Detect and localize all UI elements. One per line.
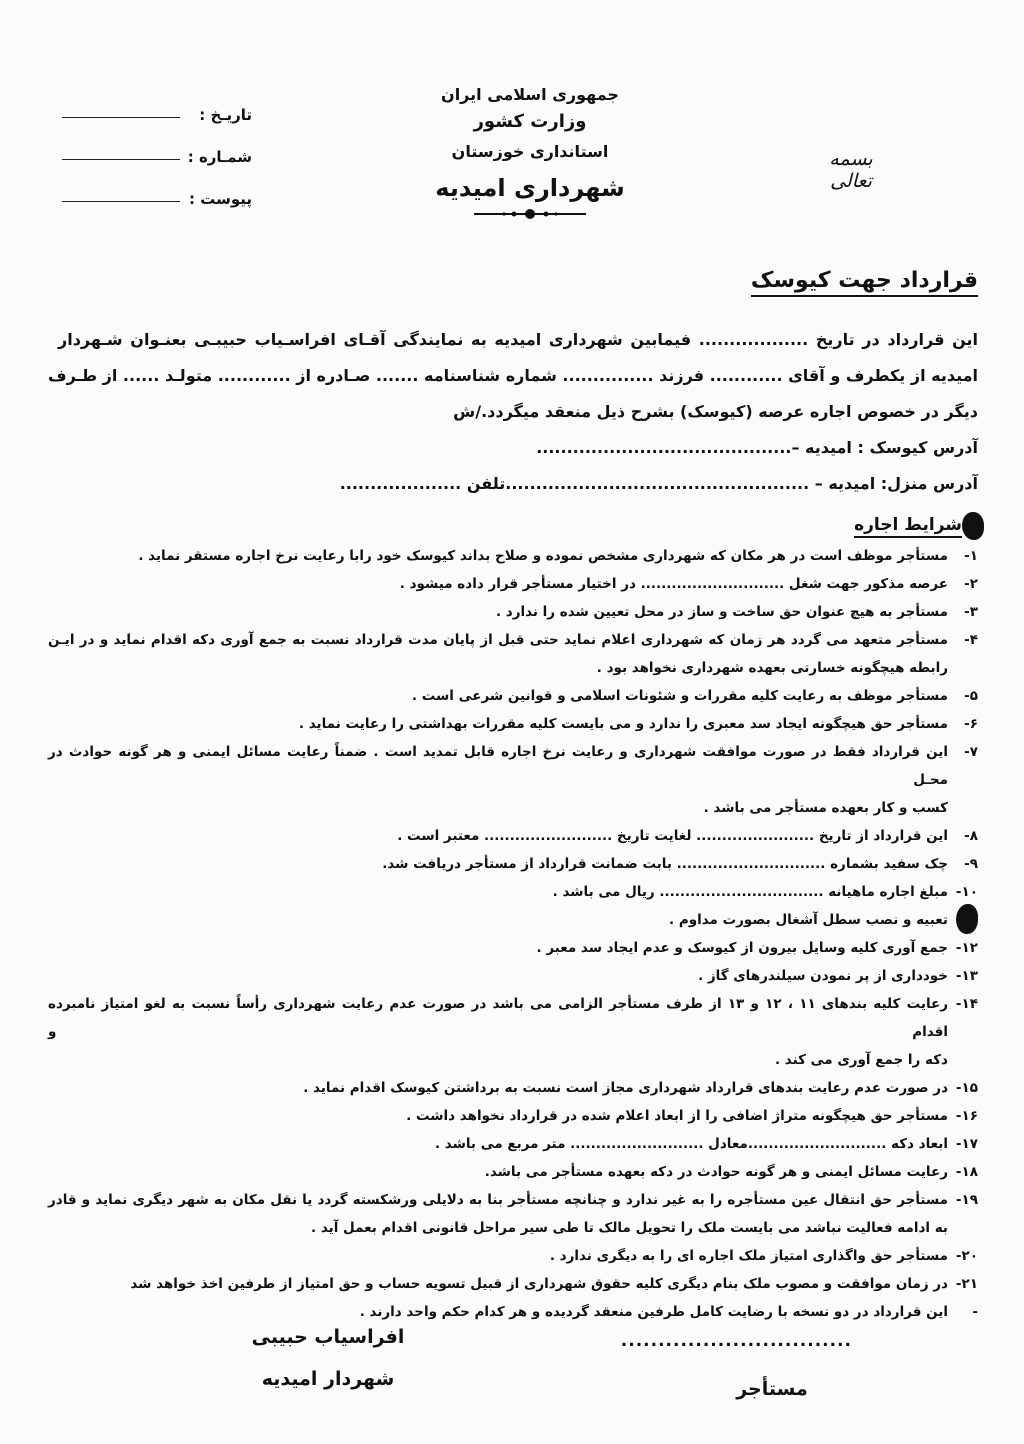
- clause-line: این قرارداد فقط در صورت موافقت شهرداری و رعایت نرخ اجاره قابل تمدید است . ضمناً رعایت مسائل ایمنی و هر گونه حوادث در محـل: [48, 744, 948, 788]
- contract-title: قرارداد جهت کیوسک: [751, 268, 978, 297]
- contract-intro: [48, 322, 978, 502]
- clause-number: ۱۵-: [955, 1080, 978, 1096]
- signatory-name: افراسیاب حبیبی: [251, 1326, 405, 1348]
- clause-item: [48, 1074, 978, 1102]
- clause-text: [48, 1270, 948, 1298]
- clause-number: ۴-: [964, 632, 978, 648]
- clause-text: [48, 1102, 948, 1130]
- clause-number: ۶-: [964, 716, 978, 732]
- clause-item: [48, 598, 978, 626]
- clause-number: ۱-: [964, 548, 978, 564]
- clause-item: [48, 962, 978, 990]
- clause-line: مستأجر موظف است در هر مکان که شهرداری مشخص نموده و صلاح بداند کیوسک خود رابا رعایت نرخ اجاره مستقر نماید .: [138, 548, 948, 564]
- clause-text: [48, 1130, 948, 1158]
- clause-number: -: [972, 1304, 978, 1320]
- clause-item: [48, 1186, 978, 1242]
- clause-item: [48, 1242, 978, 1270]
- clause-text: [48, 1242, 948, 1270]
- clause-text: [48, 1158, 948, 1186]
- clause-text: [48, 626, 948, 682]
- clause-number: ۲-: [964, 576, 978, 592]
- clause-line: مستأجر حق هیچگونه متراژ اضافی را از ابعاد اعلام شده در قرارداد نخواهد داشت .: [406, 1108, 948, 1124]
- clause-line: در صورت عدم رعایت بندهای قرارداد شهرداری مجاز است نسبت به برداشتن کیوسک اقدام نماید .: [303, 1080, 948, 1096]
- clause-line: مستأجر متعهد می گردد هر زمان که شهرداری اعلام نماید حتی قبل از پایان مدت قرارداد نسبت به جمع آوری دکه اقدام نماید و در ایـن: [48, 632, 948, 648]
- clause-text: [48, 822, 948, 850]
- clause-number: ۹-: [964, 856, 978, 872]
- clause-item: [48, 850, 978, 878]
- clause-item: [48, 542, 978, 570]
- clause-line: مستأجر به هیچ عنوان حق ساخت و ساز در محل تعیین شده را ندارد .: [495, 604, 948, 620]
- clause-item: [48, 738, 978, 822]
- clause-number: ۳-: [964, 604, 978, 620]
- letterhead: [400, 82, 660, 220]
- clause-number: ۱۶-: [955, 1108, 978, 1124]
- clause-number: ۱۸-: [955, 1164, 978, 1180]
- clause-line: ابعاد دکه ...........................معادل .......................... متر مربع می باشد .: [434, 1136, 948, 1152]
- meta-attachment-line: [62, 201, 180, 202]
- clause-item: [48, 934, 978, 962]
- clause-line: مستأجر حق هیچگونه ایجاد سد معبری را ندارد و می بایست کلیه مقررات بهداشتی را رعایت نماید .: [298, 716, 948, 732]
- intro-line: دیگر در خصوص اجاره عرصه (کیوسک) بشرح ذیل منعقد میگردد./ش: [453, 402, 978, 421]
- clause-line: مبلغ اجاره ماهیانه ................................ ریال می باشد .: [552, 884, 948, 900]
- clause-number: ۱۳-: [955, 968, 978, 984]
- clause-line: مستأجر موظف به رعایت کلیه مقررات و شئونات اسلامی و قوانین شرعی است .: [411, 688, 948, 704]
- clause-item: [48, 626, 978, 682]
- meta-attachment-label: پیوست :: [188, 190, 252, 208]
- clause-line: رعایت مسائل ایمنی و هر گونه حوادث در دکه بعهده مستأجر می باشد.: [484, 1164, 948, 1180]
- meta-number-label: شمـاره :: [187, 148, 252, 166]
- clause-line: خودداری از پر نمودن سیلندرهای گاز .: [698, 968, 948, 984]
- clause-text: [48, 1186, 948, 1242]
- intro-line: امیدیه از یکطرف و آقای ............ فرزند ............... شماره شناسنامه ....... صـادره از ............ متولـد ...... از طـرف: [48, 366, 978, 385]
- clause-item: [48, 682, 978, 710]
- clause-text: [48, 710, 948, 738]
- clause-line: به ادامه فعالیت نباشد می بایست ملک را تحویل مالک تا طی سیر مراحل قانونی اقدام بعمل آید .: [311, 1220, 948, 1236]
- clause-line: رعایت کلیه بندهای ۱۱ ، ۱۲ و ۱۳ از طرف مستأجر الزامی می باشد در صورت عدم رعایت شهرداری رأساً نسبت به لغو امتیاز نامبرده اقدام و: [48, 996, 949, 1040]
- ornament-divider-icon: [470, 208, 590, 220]
- clause-text: [48, 738, 948, 822]
- clause-number: ۷-: [964, 744, 978, 760]
- clause-number: ۱۰-: [955, 884, 978, 900]
- ink-blot-icon: [956, 904, 978, 934]
- signature-line: ...............................: [620, 1331, 852, 1351]
- clause-line: عرصه مذکور جهت شغل ............................ در اختیار مستأجر قرار داده میشود .: [399, 576, 948, 592]
- clause-line: کسب و کار بعهده مستأجر می باشد .: [703, 800, 948, 816]
- clause-text: [48, 1298, 948, 1326]
- signatory-role: مستأجر: [736, 1378, 808, 1400]
- header-country: جمهوری اسلامی ایران: [441, 85, 619, 104]
- meta-attachment: [62, 178, 252, 220]
- clause-item: [48, 570, 978, 598]
- clause-item: [48, 710, 978, 738]
- clauses-list: [48, 542, 978, 1326]
- conditions-heading-label: شرایط اجاره: [854, 515, 962, 538]
- clause-item: [48, 1270, 978, 1298]
- clause-line: دکه را جمع آوری می کند .: [774, 1052, 948, 1068]
- clause-text: [48, 962, 948, 990]
- signature-tenant: [620, 1330, 852, 1404]
- clause-text: [48, 1074, 948, 1102]
- ink-blot-icon: [962, 512, 984, 540]
- clause-line: مستأجر حق واگذاری امتیاز ملک اجاره ای را به دیگری ندارد .: [549, 1248, 948, 1264]
- clause-item: [48, 1298, 978, 1326]
- clause-text: [48, 906, 948, 934]
- clause-item: [48, 878, 978, 906]
- clause-line: در زمان موافقت و مصوب ملک بنام دیگری کلیه حقوق شهرداری از قبیل تسویه حساب و حق امتیاز از طرفین اخذ خواهد شد: [130, 1276, 948, 1292]
- clause-item: [48, 1158, 978, 1186]
- clause-line: جمع آوری کلیه وسایل بیرون از کیوسک و عدم ایجاد سد معبر .: [536, 940, 948, 956]
- intro-line: این قرارداد در تاریخ .................. فیمابین شهرداری امیدیه به نمایندگی آقـای افراسـیاب حبیبـی بعنـوان شـهردار: [58, 330, 978, 349]
- clause-number: ۱۹-: [955, 1192, 978, 1208]
- meta-number: [62, 136, 252, 178]
- clause-number: ۱۲-: [955, 940, 978, 956]
- clause-text: [48, 934, 948, 962]
- clause-text: [48, 990, 948, 1074]
- clause-item: [48, 1130, 978, 1158]
- clause-number: ۸-: [964, 828, 978, 844]
- clause-number: ۱۴-: [955, 996, 978, 1012]
- clause-line: مستأجر حق انتقال عین مستأجره را به غیر ندارد و چنانچه مستأجر بنا به دلایلی ورشکسته گردد یا نقل مکان به شهر دیگری نماید و قادر: [48, 1192, 948, 1208]
- meta-date-label: تاریـخ :: [199, 106, 252, 124]
- clause-line: این قرارداد از تاریخ ....................... لغایت تاریخ ......................... معتبر است .: [397, 828, 948, 844]
- signature-mayor: [248, 1322, 408, 1394]
- clause-text: [48, 598, 948, 626]
- header-ministry: وزارت کشور: [473, 111, 587, 132]
- clause-number: ۲۱-: [955, 1276, 978, 1292]
- conditions-heading: [854, 512, 978, 540]
- clause-line: رابطه هیچگونه خسارتی بعهده شهرداری نخواهد بود .: [596, 660, 948, 676]
- intro-line: آدرس منزل: امیدیه – ..................................................تلفن ....................: [339, 474, 978, 493]
- clause-number: ۵-: [964, 688, 978, 704]
- bismillah-calligraphy: بسمه تعالی: [829, 148, 873, 192]
- clause-text: [48, 878, 948, 906]
- clause-item: [48, 906, 978, 934]
- meta-date-line: [62, 117, 180, 118]
- clause-number: ۱۷-: [955, 1136, 978, 1152]
- clause-text: [48, 570, 948, 598]
- letter-meta: [62, 94, 252, 220]
- clause-text: [48, 850, 948, 878]
- meta-number-line: [62, 159, 180, 160]
- clause-number: ۲۰-: [955, 1248, 978, 1264]
- clause-item: [48, 1102, 978, 1130]
- meta-date: [62, 94, 252, 136]
- clause-line: این قرارداد در دو نسخه با رضایت کامل طرفین منعقد گردیده و هر کدام حکم واحد دارند .: [359, 1304, 948, 1320]
- header-province: استانداری خوزستان: [451, 142, 609, 161]
- clause-text: [48, 542, 948, 570]
- intro-line: آدرس کیوسک : امیدیه –..........................................: [536, 438, 978, 457]
- clause-item: [48, 990, 978, 1074]
- header-municipality: شهرداری امیدیه: [435, 174, 625, 202]
- clause-text: [48, 682, 948, 710]
- clause-line: چک سفید بشماره ............................. بابت ضمانت قرارداد از مستأجر دریافت شد.: [382, 856, 948, 872]
- clause-item: [48, 822, 978, 850]
- clause-line: تعبیه و نصب سطل آشغال بصورت مداوم .: [668, 912, 948, 928]
- signatory-role: شهردار امیدیه: [261, 1368, 395, 1390]
